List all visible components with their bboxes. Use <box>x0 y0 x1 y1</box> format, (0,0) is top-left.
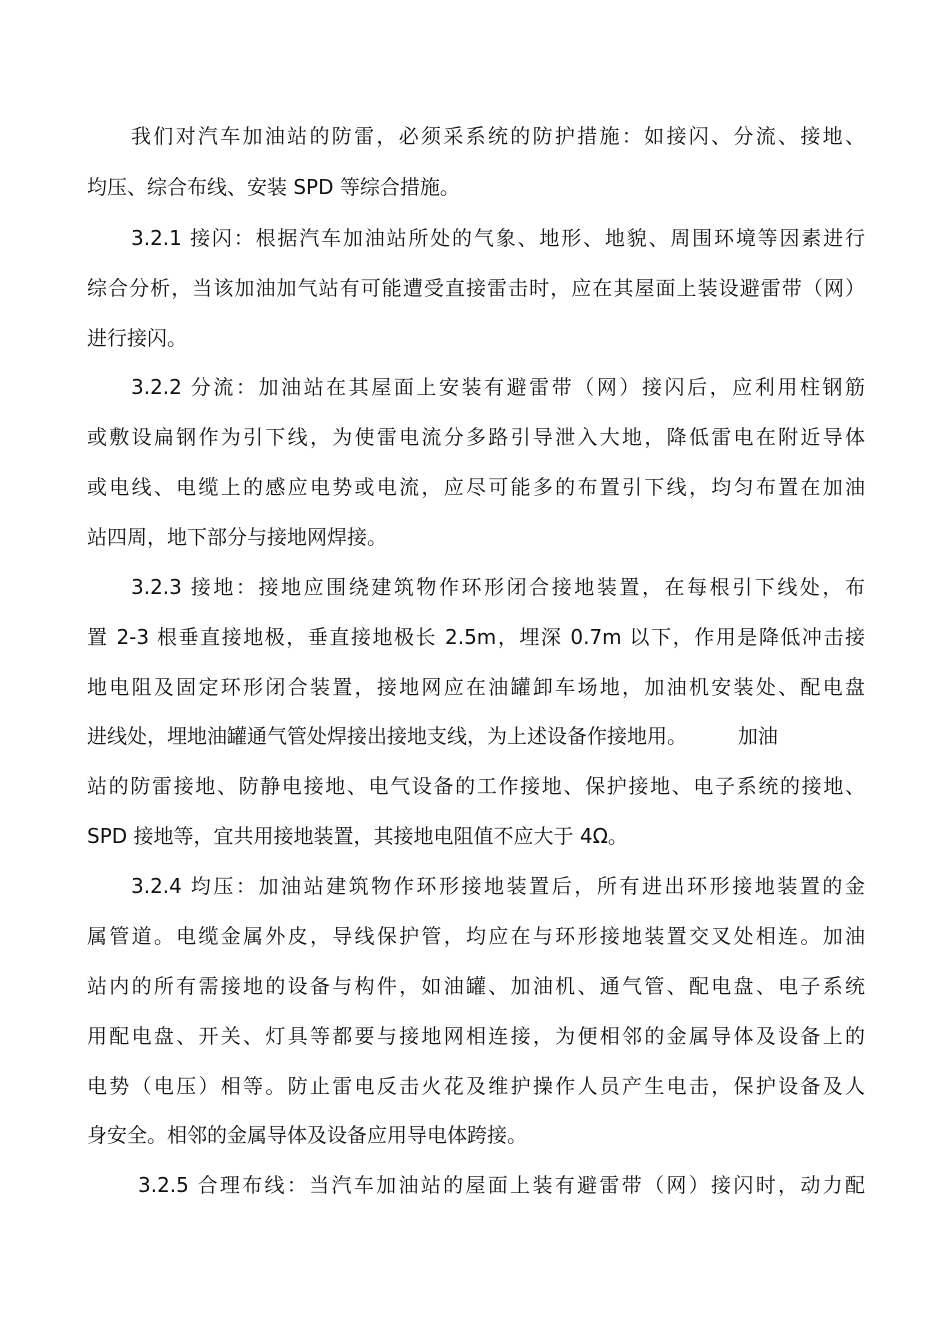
section-3-2-4-line-4: 用配电盘、开关、灯具等都要与接地网相连接，为便相邻的金属导体及设备上的 <box>87 1024 865 1048</box>
section-3-2-4-line-1: 3.2.4 均压：加油站建筑物作环形接地装置后，所有进出环形接地装置的金 <box>131 874 865 898</box>
section-3-2-4-line-2: 属管道。电缆金属外皮，导线保护管，均应在与环形接地装置交叉处相连。加油 <box>87 924 865 948</box>
section-3-2-1-line-1: 3.2.1 接闪：根据汽车加油站所处的气象、地形、地貌、周围环境等因素进行 <box>131 226 865 250</box>
section-3-2-2-line-2: 或敷设扁钢作为引下线，为使雷电流分多路引导泄入大地，降低雷电在附近导体 <box>87 425 865 449</box>
section-3-2-4-line-6: 身安全。相邻的金属导体及设备应用导电体跨接。 <box>87 1123 527 1147</box>
section-3-2-4-line-5: 电势（电压）相等。防止雷电反击火花及维护操作人员产生电击，保护设备及人 <box>87 1074 865 1098</box>
section-3-2-3-line-3: 地电阻及固定环形闭合装置，接地网应在油罐卸车场地，加油机安装处、配电盘 <box>87 675 865 699</box>
section-3-2-4-line-3: 站内的所有需接地的设备与构件，如油罐、加油机、通气管、配电盘、电子系统 <box>87 974 865 998</box>
section-3-2-1-line-2: 综合分析，当该加油加气站有可能遭受直接雷击时，应在其屋面上装设避雷带（网） <box>87 276 865 300</box>
section-3-2-3-line-4: 进线处，埋地油罐通气管处焊接出接地支线，为上述设备作接地用。 加油 <box>87 724 778 748</box>
section-3-2-3-line-1: 3.2.3 接地：接地应围绕建筑物作环形闭合接地装置，在每根引下线处，布 <box>131 575 865 599</box>
paragraph-intro-line-2: 均压、综合布线、安装 SPD 等综合措施。 <box>87 175 460 199</box>
section-3-2-2-line-1: 3.2.2 分流：加油站在其屋面上安装有避雷带（网）接闪后，应利用柱钢筋 <box>131 375 865 399</box>
section-3-2-3-line-2: 置 2-3 根垂直接地极，垂直接地极长 2.5m，埋深 0.7m 以下，作用是降低冲击接 <box>87 625 865 649</box>
section-3-2-5-line-1: 3.2.5 合理布线：当汽车加油站的屋面上装有避雷带（网）接闪时，动力配 <box>138 1173 865 1197</box>
section-3-2-2-line-4: 站四周，地下部分与接地网焊接。 <box>87 525 387 549</box>
section-3-2-2-line-3: 或电线、电缆上的感应电势或电流，应尽可能多的布置引下线，均匀布置在加油 <box>87 475 865 499</box>
paragraph-intro-line-1: 我们对汽车加油站的防雷，必须采系统的防护措施：如接闪、分流、接地、 <box>131 124 865 148</box>
section-3-2-3-line-5: 站的防雷接地、防静电接地、电气设备的工作接地、保护接地、电子系统的接地、 <box>87 774 865 798</box>
section-3-2-1-line-3: 进行接闪。 <box>87 326 187 350</box>
section-3-2-3-line-6: SPD 接地等，宜共用接地装置，其接地电阻值不应大于 4Ω。 <box>87 824 628 848</box>
